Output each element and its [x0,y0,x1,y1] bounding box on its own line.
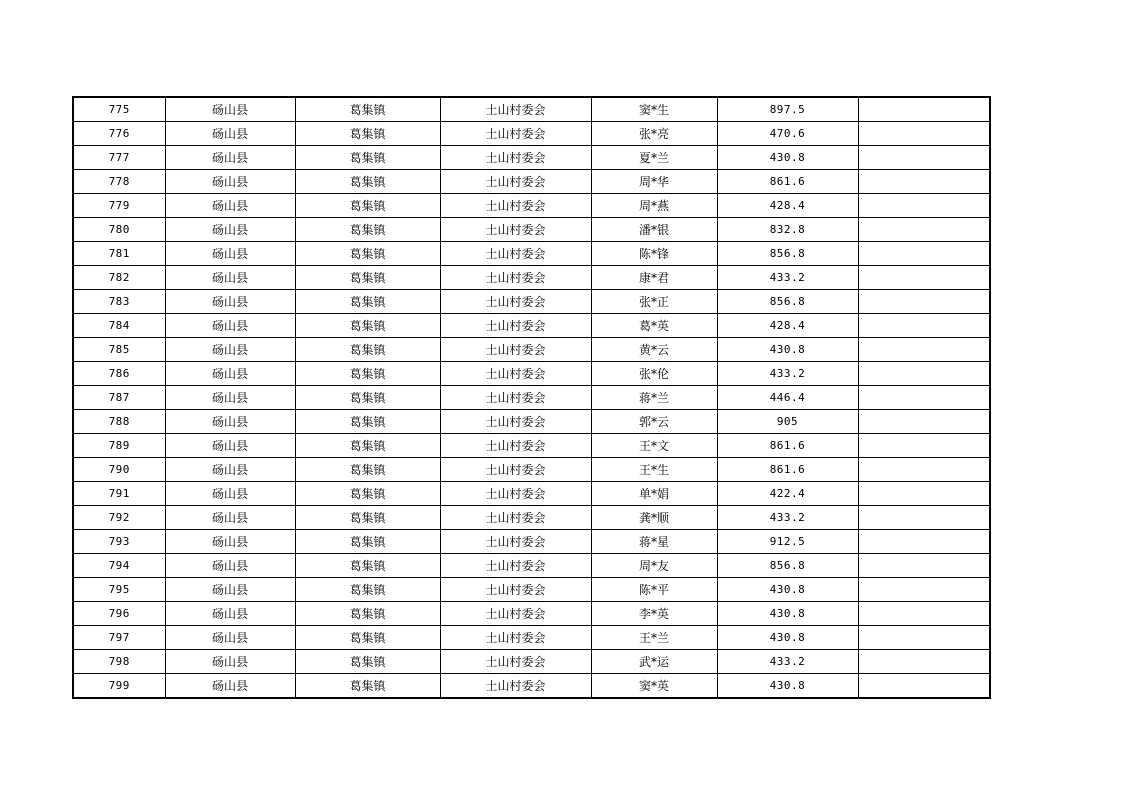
cell-county: 砀山县 [165,386,295,410]
cell-name: 单*娟 [591,482,717,506]
cell-note [858,386,990,410]
cell-serial-number: 796 [73,602,165,626]
cell-amount: 433.2 [717,506,858,530]
cell-serial-number: 798 [73,650,165,674]
cell-name: 龚*顺 [591,506,717,530]
cell-county: 砀山县 [165,434,295,458]
cell-village: 土山村委会 [440,386,591,410]
cell-note [858,170,990,194]
cell-serial-number: 777 [73,146,165,170]
cell-name: 李*英 [591,602,717,626]
cell-note [858,626,990,650]
table-row [73,674,990,699]
cell-note [858,554,990,578]
cell-village: 土山村委会 [440,458,591,482]
cell-amount: 897.5 [717,97,858,122]
cell-amount: 422.4 [717,482,858,506]
cell-serial-number: 791 [73,482,165,506]
cell-note [858,146,990,170]
cell-amount: 856.8 [717,290,858,314]
cell-county: 砀山县 [165,122,295,146]
cell-name: 郭*云 [591,410,717,434]
cell-amount: 446.4 [717,386,858,410]
cell-village: 土山村委会 [440,578,591,602]
cell-county: 砀山县 [165,578,295,602]
cell-serial-number: 775 [73,97,165,122]
cell-amount: 470.6 [717,122,858,146]
table-row [73,386,990,410]
cell-town: 葛集镇 [295,97,440,122]
table-row [73,170,990,194]
cell-serial-number: 787 [73,386,165,410]
cell-village: 土山村委会 [440,674,591,699]
table-row [73,266,990,290]
cell-note [858,530,990,554]
cell-village: 土山村委会 [440,122,591,146]
cell-name: 陈*锋 [591,242,717,266]
cell-county: 砀山县 [165,362,295,386]
cell-village: 土山村委会 [440,362,591,386]
cell-town: 葛集镇 [295,410,440,434]
cell-serial-number: 780 [73,218,165,242]
cell-serial-number: 782 [73,266,165,290]
cell-town: 葛集镇 [295,314,440,338]
cell-note [858,97,990,122]
cell-amount: 430.8 [717,602,858,626]
table-row [73,482,990,506]
cell-town: 葛集镇 [295,146,440,170]
cell-county: 砀山县 [165,650,295,674]
cell-village: 土山村委会 [440,338,591,362]
cell-town: 葛集镇 [295,338,440,362]
cell-village: 土山村委会 [440,506,591,530]
cell-county: 砀山县 [165,266,295,290]
cell-town: 葛集镇 [295,386,440,410]
cell-serial-number: 786 [73,362,165,386]
cell-serial-number: 793 [73,530,165,554]
cell-serial-number: 781 [73,242,165,266]
cell-note [858,290,990,314]
cell-name: 周*华 [591,170,717,194]
table-row [73,434,990,458]
cell-serial-number: 799 [73,674,165,699]
cell-town: 葛集镇 [295,506,440,530]
cell-note [858,266,990,290]
cell-village: 土山村委会 [440,482,591,506]
table-row [73,578,990,602]
subsidy-table [72,96,991,699]
cell-name: 张*正 [591,290,717,314]
cell-name: 黄*云 [591,338,717,362]
cell-town: 葛集镇 [295,602,440,626]
cell-amount: 912.5 [717,530,858,554]
cell-name: 王*文 [591,434,717,458]
cell-village: 土山村委会 [440,530,591,554]
cell-serial-number: 795 [73,578,165,602]
cell-note [858,482,990,506]
cell-village: 土山村委会 [440,194,591,218]
cell-county: 砀山县 [165,674,295,699]
cell-county: 砀山县 [165,458,295,482]
cell-name: 张*亮 [591,122,717,146]
cell-village: 土山村委会 [440,290,591,314]
cell-note [858,458,990,482]
cell-serial-number: 794 [73,554,165,578]
cell-county: 砀山县 [165,338,295,362]
cell-amount: 430.8 [717,626,858,650]
cell-name: 夏*兰 [591,146,717,170]
table-row [73,338,990,362]
cell-serial-number: 790 [73,458,165,482]
cell-county: 砀山县 [165,506,295,530]
cell-amount: 856.8 [717,242,858,266]
cell-town: 葛集镇 [295,122,440,146]
cell-county: 砀山县 [165,602,295,626]
cell-amount: 856.8 [717,554,858,578]
cell-village: 土山村委会 [440,602,591,626]
table-body [73,97,990,698]
cell-note [858,578,990,602]
cell-town: 葛集镇 [295,626,440,650]
cell-note [858,650,990,674]
cell-name: 武*运 [591,650,717,674]
cell-county: 砀山县 [165,530,295,554]
cell-note [858,194,990,218]
cell-amount: 905 [717,410,858,434]
table-row [73,290,990,314]
cell-amount: 433.2 [717,266,858,290]
cell-county: 砀山县 [165,194,295,218]
cell-name: 窦*生 [591,97,717,122]
cell-town: 葛集镇 [295,482,440,506]
cell-county: 砀山县 [165,242,295,266]
cell-county: 砀山县 [165,554,295,578]
cell-town: 葛集镇 [295,362,440,386]
cell-serial-number: 792 [73,506,165,530]
cell-note [858,314,990,338]
cell-town: 葛集镇 [295,674,440,699]
cell-town: 葛集镇 [295,578,440,602]
cell-serial-number: 779 [73,194,165,218]
cell-serial-number: 797 [73,626,165,650]
cell-town: 葛集镇 [295,266,440,290]
cell-name: 蒋*星 [591,530,717,554]
cell-town: 葛集镇 [295,170,440,194]
cell-amount: 861.6 [717,458,858,482]
cell-village: 土山村委会 [440,434,591,458]
cell-name: 王*兰 [591,626,717,650]
cell-name: 周*友 [591,554,717,578]
cell-serial-number: 784 [73,314,165,338]
cell-town: 葛集镇 [295,218,440,242]
cell-amount: 430.8 [717,338,858,362]
cell-town: 葛集镇 [295,434,440,458]
cell-note [858,242,990,266]
table-row [73,362,990,386]
cell-name: 潘*银 [591,218,717,242]
cell-name: 张*伦 [591,362,717,386]
cell-amount: 861.6 [717,170,858,194]
cell-village: 土山村委会 [440,314,591,338]
cell-note [858,338,990,362]
cell-serial-number: 783 [73,290,165,314]
cell-county: 砀山县 [165,290,295,314]
table-row [73,218,990,242]
cell-village: 土山村委会 [440,146,591,170]
cell-amount: 430.8 [717,674,858,699]
cell-village: 土山村委会 [440,218,591,242]
table-row [73,530,990,554]
table-row [73,458,990,482]
cell-county: 砀山县 [165,314,295,338]
cell-note [858,122,990,146]
cell-note [858,434,990,458]
cell-amount: 832.8 [717,218,858,242]
cell-town: 葛集镇 [295,290,440,314]
cell-name: 王*生 [591,458,717,482]
table-row [73,122,990,146]
cell-amount: 433.2 [717,362,858,386]
table-row [73,626,990,650]
cell-amount: 433.2 [717,650,858,674]
cell-village: 土山村委会 [440,554,591,578]
cell-village: 土山村委会 [440,626,591,650]
cell-note [858,362,990,386]
cell-note [858,674,990,699]
cell-county: 砀山县 [165,170,295,194]
cell-serial-number: 789 [73,434,165,458]
cell-note [858,218,990,242]
cell-serial-number: 778 [73,170,165,194]
cell-village: 土山村委会 [440,170,591,194]
table-row [73,602,990,626]
cell-amount: 428.4 [717,314,858,338]
cell-town: 葛集镇 [295,242,440,266]
cell-serial-number: 776 [73,122,165,146]
cell-county: 砀山县 [165,146,295,170]
cell-village: 土山村委会 [440,650,591,674]
cell-county: 砀山县 [165,482,295,506]
table-row [73,97,990,122]
table-row [73,410,990,434]
cell-town: 葛集镇 [295,458,440,482]
cell-village: 土山村委会 [440,97,591,122]
cell-town: 葛集镇 [295,194,440,218]
cell-amount: 428.4 [717,194,858,218]
cell-name: 蒋*兰 [591,386,717,410]
cell-name: 陈*平 [591,578,717,602]
table-row [73,554,990,578]
cell-name: 窦*英 [591,674,717,699]
cell-village: 土山村委会 [440,410,591,434]
table-row [73,242,990,266]
cell-amount: 861.6 [717,434,858,458]
cell-town: 葛集镇 [295,554,440,578]
table-row [73,194,990,218]
cell-county: 砀山县 [165,626,295,650]
cell-county: 砀山县 [165,218,295,242]
cell-town: 葛集镇 [295,530,440,554]
table-row [73,146,990,170]
cell-note [858,506,990,530]
cell-note [858,602,990,626]
cell-village: 土山村委会 [440,242,591,266]
cell-town: 葛集镇 [295,650,440,674]
cell-name: 康*君 [591,266,717,290]
cell-serial-number: 785 [73,338,165,362]
table-row [73,650,990,674]
cell-village: 土山村委会 [440,266,591,290]
cell-amount: 430.8 [717,578,858,602]
cell-name: 周*燕 [591,194,717,218]
table-row [73,506,990,530]
table-row [73,314,990,338]
cell-amount: 430.8 [717,146,858,170]
cell-county: 砀山县 [165,410,295,434]
cell-name: 葛*英 [591,314,717,338]
cell-note [858,410,990,434]
cell-county: 砀山县 [165,97,295,122]
cell-serial-number: 788 [73,410,165,434]
